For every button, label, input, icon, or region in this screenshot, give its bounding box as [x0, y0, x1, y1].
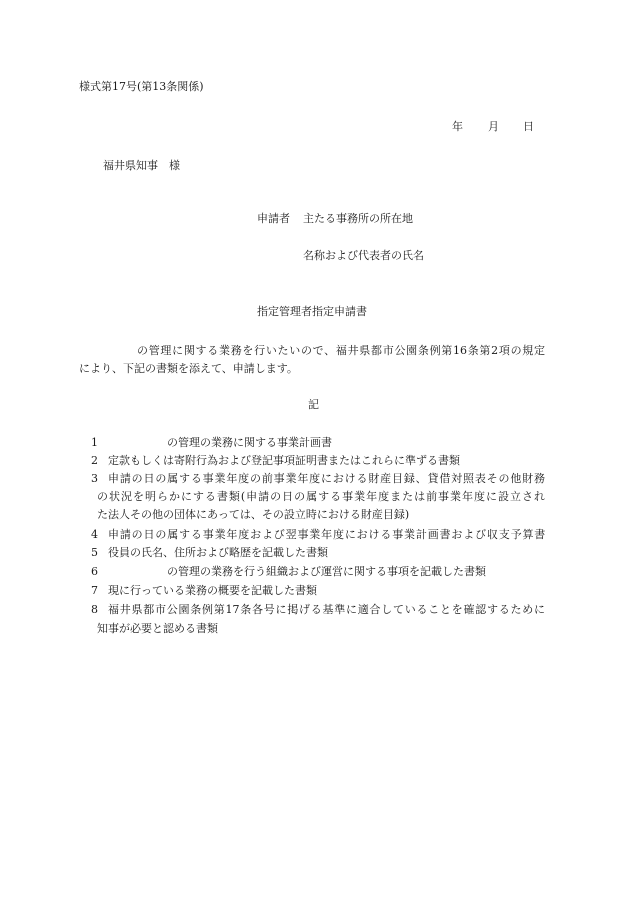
- applicant-address-label: 主たる事務所の所在地: [303, 212, 413, 225]
- item-number: 7: [91, 584, 98, 597]
- item-text: の状況を明らかにする書類(申請の日の属する事業年度または前事業年度に設立され: [97, 490, 545, 503]
- item-number: 2: [91, 454, 98, 467]
- body-line-1: の管理に関する業務を行いたいので、福井県都市公園条例第16条第2項の規定: [137, 344, 545, 357]
- item-text: 知事が必要と認める書類: [97, 622, 218, 635]
- item-text: 定款もしくは寄附行為および登記事項証明書またはこれらに準ずる書類: [108, 454, 460, 467]
- item-text: の管理の業務を行う組織および運営に関する事項を記載した書類: [167, 565, 486, 578]
- item-number: 3: [91, 472, 98, 485]
- item-number: 8: [91, 603, 98, 616]
- item-number: 6: [91, 565, 98, 578]
- date-year-label: 年: [452, 120, 463, 133]
- item-text: の管理の業務に関する事業計画書: [167, 436, 332, 449]
- applicant-name-label: 名称および代表者の氏名: [303, 249, 424, 262]
- date-month-label: 月: [488, 120, 499, 133]
- form-number: 様式第17号(第13条関係): [79, 80, 204, 93]
- document-title: 指定管理者指定申請書: [257, 305, 367, 318]
- addressee: 福井県知事 様: [103, 159, 180, 172]
- item-text: 現に行っている業務の概要を記載した書類: [108, 584, 317, 597]
- item-text: 申請の日の属する事業年度の前事業年度における財産目録、貸借対照表その他財務: [108, 472, 545, 485]
- applicant-label: 申請者: [257, 212, 290, 225]
- ki-heading: 記: [308, 398, 319, 411]
- item-text: た法人その他の団体にあっては、その設立時における財産目録): [97, 508, 410, 521]
- item-text: 申請の日の属する事業年度および翌事業年度における事業計画書および収支予算書: [108, 528, 545, 541]
- body-line-2: により、下記の書類を添えて、申請します。: [79, 362, 298, 375]
- item-number: 5: [91, 546, 98, 559]
- item-text: 福井県都市公園条例第17条各号に掲げる基準に適合していることを確認するために: [108, 603, 545, 616]
- date-day-label: 日: [523, 120, 534, 133]
- item-text: 役員の氏名、住所および略歴を記載した書類: [108, 546, 328, 559]
- item-number: 4: [91, 528, 98, 541]
- item-number: 1: [91, 436, 98, 449]
